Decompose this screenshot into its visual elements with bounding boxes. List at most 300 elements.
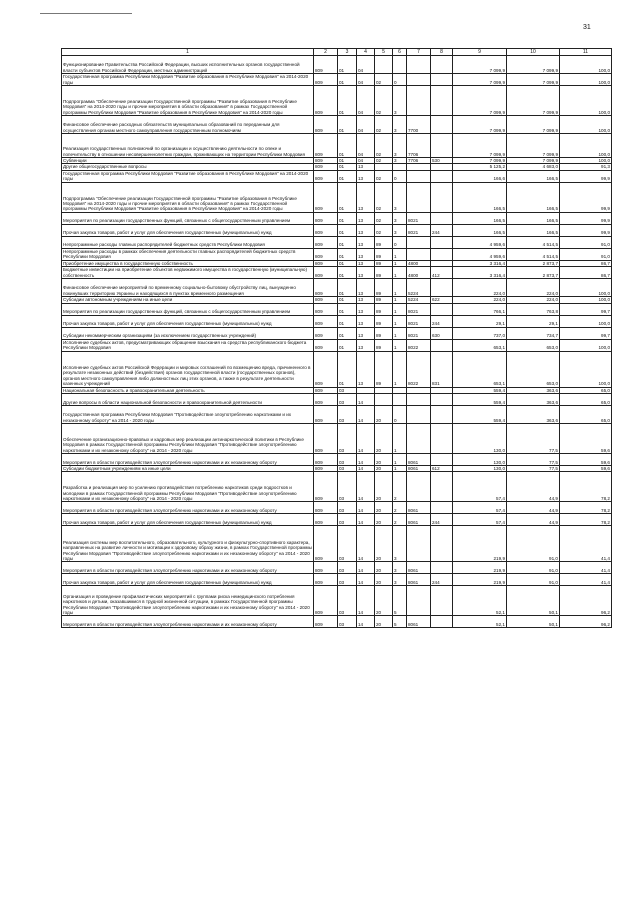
cell-percent: 100,0 <box>560 56 612 74</box>
row-description: Обеспечение организационно-правовых и кадровых мер реализации антинаркотической политики в Республике Мордовия в рамках Государственной программы Республики Мордовия "Противодействие злоупотреблению наркотиками и их незаконному обороту" на 2014 - 2020 годы <box>62 424 314 454</box>
row-description: Прочая закупка товаров, работ и услуг для обеспечения государственных (муниципальных) нужд <box>62 574 314 586</box>
cell-actual-amount: 2 873,7 <box>507 267 560 279</box>
cell-percent: 78,2 <box>560 514 612 526</box>
cell-percent: 59,6 <box>560 454 612 466</box>
cell-subsection-code: 13 <box>357 297 375 303</box>
column-header: 4 <box>357 49 375 56</box>
cell-ministry-code: 809 <box>314 466 338 472</box>
cell-subprogram-code: 3 <box>393 116 407 134</box>
cell-planned-amount: 224,0 <box>453 279 507 297</box>
row-description: Непрограммные расходы главных распорядителей бюджетных средств Республики Мордовия <box>62 236 314 248</box>
cell-percent: 100,0 <box>560 315 612 327</box>
cell-article-code: 8061 <box>407 562 431 574</box>
cell-subsection-code: 13 <box>357 248 375 260</box>
cell-actual-amount: 7 099,9 <box>507 56 560 74</box>
row-description: Исполнение судебных актов Российской Федерации и мировых соглашений по возмещению вреда, причиненного в результате незаконных действий (бездействия) органов государственной власти (государственных органов), органов местного самоуправления либо должностных лиц этих органов, а также в результате деятельности казенных учреждений <box>62 351 314 387</box>
row-description: Субсидии бюджетным учреждениям на иные цели <box>62 466 314 472</box>
table-body <box>62 56 612 628</box>
cell-section-code: 01 <box>338 182 357 212</box>
cell-actual-amount: 29,1 <box>507 315 560 327</box>
cell-planned-amount: 4 959,6 <box>453 236 507 248</box>
row-description: Исполнение судебных актов, предусматривающих обращение взыскания на средства республиканского бюджета Республики Мордовия <box>62 339 314 351</box>
cell-planned-amount: 3 316,4 <box>453 267 507 279</box>
cell-ministry-code: 809 <box>314 526 338 562</box>
cell-planned-amount: 7 099,9 <box>453 116 507 134</box>
table-row <box>62 574 612 586</box>
cell-subsection-code: 14 <box>357 514 375 526</box>
cell-percent: 65,0 <box>560 387 612 393</box>
cell-ministry-code: 809 <box>314 248 338 260</box>
cell-subprogram-code: 1 <box>393 303 407 315</box>
cell-expense-type <box>431 212 453 224</box>
cell-percent: 86,7 <box>560 267 612 279</box>
cell-planned-amount: 7 099,9 <box>453 158 507 164</box>
cell-subsection-code: 13 <box>357 351 375 387</box>
cell-program-code: 89 <box>375 327 393 339</box>
cell-actual-amount: 44,9 <box>507 472 560 502</box>
cell-actual-amount: 7 099,9 <box>507 134 560 158</box>
column-header: 3 <box>338 49 357 56</box>
cell-section-code: 03 <box>338 424 357 454</box>
cell-program-code: 89 <box>375 260 393 266</box>
cell-section-code: 01 <box>338 164 357 170</box>
cell-program-code: 02 <box>375 182 393 212</box>
cell-article-code: 7700 <box>407 116 431 134</box>
cell-expense-type <box>431 56 453 74</box>
table-row <box>62 562 612 574</box>
cell-percent: 99,9 <box>560 224 612 236</box>
cell-actual-amount: 77,5 <box>507 466 560 472</box>
cell-ministry-code: 809 <box>314 170 338 182</box>
cell-ministry-code: 809 <box>314 387 338 393</box>
cell-actual-amount: 653,0 <box>507 339 560 351</box>
cell-planned-amount: 166,6 <box>453 170 507 182</box>
row-description: Субсидии некоммерческим организациям (за исключением государственных учреждений) <box>62 327 314 339</box>
cell-subsection-code: 14 <box>357 562 375 574</box>
cell-ministry-code: 809 <box>314 236 338 248</box>
cell-subprogram-code: 3 <box>393 224 407 236</box>
row-description: Мероприятия в области противодействия злоупотреблению наркотиками и их незаконному обороту <box>62 454 314 466</box>
cell-subprogram-code: 5 <box>393 616 407 628</box>
cell-subprogram-code: 0 <box>393 74 407 86</box>
cell-subsection-code: 14 <box>357 394 375 406</box>
cell-actual-amount: 77,5 <box>507 454 560 466</box>
cell-subprogram-code: 0 <box>393 236 407 248</box>
cell-expense-type: 244 <box>431 224 453 236</box>
cell-section-code: 01 <box>338 158 357 164</box>
table-row <box>62 279 612 297</box>
cell-planned-amount: 130,0 <box>453 454 507 466</box>
cell-program-code: 89 <box>375 236 393 248</box>
row-description: Мероприятия в области противодействия злоупотреблению наркотиками и их незаконному обороту <box>62 616 314 628</box>
cell-ministry-code: 809 <box>314 182 338 212</box>
table-row <box>62 394 612 406</box>
cell-program-code: 20 <box>375 574 393 586</box>
cell-ministry-code: 809 <box>314 279 338 297</box>
cell-ministry-code: 809 <box>314 116 338 134</box>
cell-subprogram-code: 3 <box>393 562 407 574</box>
cell-expense-type: 622 <box>431 297 453 303</box>
row-description: Субсидии автономным учреждениям на иные цели <box>62 297 314 303</box>
cell-planned-amount: 4 959,6 <box>453 248 507 260</box>
cell-percent: 99,9 <box>560 170 612 182</box>
cell-percent: 100,0 <box>560 297 612 303</box>
cell-percent: 96,2 <box>560 586 612 616</box>
cell-section-code: 01 <box>338 86 357 116</box>
column-header: 7 <box>407 49 431 56</box>
cell-planned-amount: 224,0 <box>453 297 507 303</box>
cell-actual-amount: 91,0 <box>507 562 560 574</box>
cell-subprogram-code: 1 <box>393 424 407 454</box>
cell-percent: 41,4 <box>560 562 612 574</box>
cell-planned-amount: 219,9 <box>453 526 507 562</box>
cell-subprogram-code: 1 <box>393 279 407 297</box>
cell-section-code: 01 <box>338 339 357 351</box>
cell-ministry-code: 809 <box>314 74 338 86</box>
cell-expense-type <box>431 116 453 134</box>
cell-ministry-code: 809 <box>314 351 338 387</box>
cell-article-code: 8061 <box>407 466 431 472</box>
cell-program-code: 20 <box>375 502 393 514</box>
cell-actual-amount: 363,6 <box>507 406 560 424</box>
cell-article-code: 8021 <box>407 327 431 339</box>
cell-planned-amount: 7 099,9 <box>453 74 507 86</box>
cell-expense-type <box>431 424 453 454</box>
table-row <box>62 472 612 502</box>
cell-planned-amount: 219,9 <box>453 574 507 586</box>
cell-planned-amount: 130,0 <box>453 466 507 472</box>
cell-section-code: 01 <box>338 279 357 297</box>
cell-ministry-code: 809 <box>314 303 338 315</box>
cell-article-code <box>407 406 431 424</box>
cell-program-code: 20 <box>375 472 393 502</box>
cell-program-code: 02 <box>375 134 393 158</box>
table-row <box>62 116 612 134</box>
cell-program-code: 89 <box>375 279 393 297</box>
cell-actual-amount: 7 099,9 <box>507 86 560 116</box>
cell-subsection-code: 13 <box>357 339 375 351</box>
cell-actual-amount: 224,0 <box>507 297 560 303</box>
cell-subsection-code: 14 <box>357 466 375 472</box>
cell-article-code: 5224 <box>407 297 431 303</box>
table-row <box>62 303 612 315</box>
cell-subsection-code: 14 <box>357 502 375 514</box>
cell-article-code <box>407 248 431 260</box>
cell-ministry-code: 809 <box>314 514 338 526</box>
cell-expense-type <box>431 616 453 628</box>
cell-subprogram-code: 0 <box>393 170 407 182</box>
row-description: Реализация системы мер воспитательного, образовательного, культурного и физкультурно-спортивного характера, направленных на развитие личности и мотивации к здоровому образу жизни, в рамках Государственной программы Республики Мордовия "Противодействие злоупотреблению наркотиками и их незаконному обороту" на 2014 - 2020 годы <box>62 526 314 562</box>
table-row <box>62 406 612 424</box>
cell-article-code: 4800 <box>407 267 431 279</box>
table-row <box>62 86 612 116</box>
cell-article-code: 8021 <box>407 315 431 327</box>
cell-percent: 91,3 <box>560 164 612 170</box>
column-header: 2 <box>314 49 338 56</box>
cell-section-code: 01 <box>338 116 357 134</box>
cell-planned-amount: 559,4 <box>453 394 507 406</box>
cell-percent: 100,0 <box>560 116 612 134</box>
cell-article-code <box>407 56 431 74</box>
cell-subsection-code: 13 <box>357 315 375 327</box>
cell-percent: 96,2 <box>560 616 612 628</box>
cell-program-code: 20 <box>375 406 393 424</box>
cell-subsection-code: 13 <box>357 170 375 182</box>
cell-actual-amount: 7 099,9 <box>507 158 560 164</box>
top-divider <box>40 13 132 14</box>
page-number: 31 <box>583 24 591 31</box>
cell-ministry-code: 809 <box>314 297 338 303</box>
cell-ministry-code: 809 <box>314 224 338 236</box>
cell-ministry-code: 809 <box>314 454 338 466</box>
cell-subsection-code: 13 <box>357 164 375 170</box>
column-header: 10 <box>507 49 560 56</box>
cell-planned-amount: 7 099,9 <box>453 56 507 74</box>
cell-subprogram-code: 1 <box>393 351 407 387</box>
column-header: 5 <box>375 49 393 56</box>
cell-percent: 99,7 <box>560 303 612 315</box>
cell-percent: 99,9 <box>560 182 612 212</box>
cell-article-code: 7706 <box>407 158 431 164</box>
cell-program-code: 89 <box>375 315 393 327</box>
cell-section-code: 01 <box>338 56 357 74</box>
row-description: Мероприятия по реализации государственных функций, связанных с общегосударственным управлением <box>62 212 314 224</box>
cell-program-code: 20 <box>375 466 393 472</box>
cell-planned-amount: 3 316,4 <box>453 260 507 266</box>
cell-percent: 100,0 <box>560 74 612 86</box>
cell-planned-amount: 219,9 <box>453 562 507 574</box>
cell-article-code <box>407 472 431 502</box>
row-description: Разработка и реализация мер по усилению противодействия потреблению наркотиков среди подростков и молодежи в рамках Государственной программы Республики Мордовия "Противодействие злоупотреблению наркотиками и их незаконному обороту" на 2014 - 2020 годы <box>62 472 314 502</box>
cell-section-code: 03 <box>338 502 357 514</box>
cell-article-code: 7706 <box>407 134 431 158</box>
cell-expense-type <box>431 86 453 116</box>
row-description: Организация и проведение профилактических мероприятий с группами риска немедицинского потребления наркотиков и детьми, оказавшимися в трудной жизненной ситуации, в рамках Государственной программы Республики Мордовия "Противодействие злоупотреблению наркотиками и их незаконному обороту" на 2014 - 2020 годы <box>62 586 314 616</box>
cell-article-code: 8061 <box>407 502 431 514</box>
cell-subsection-code: 13 <box>357 236 375 248</box>
cell-subprogram-code: 1 <box>393 297 407 303</box>
cell-actual-amount: 653,0 <box>507 351 560 387</box>
budget-table <box>61 48 612 628</box>
cell-ministry-code: 809 <box>314 339 338 351</box>
cell-subsection-code: 14 <box>357 454 375 466</box>
cell-ministry-code: 809 <box>314 86 338 116</box>
cell-program-code: 89 <box>375 303 393 315</box>
cell-subsection-code: 14 <box>357 586 375 616</box>
table-row <box>62 526 612 562</box>
cell-subsection-code: 13 <box>357 327 375 339</box>
cell-expense-type: 612 <box>431 466 453 472</box>
cell-article-code: 8021 <box>407 303 431 315</box>
row-description: Прочая закупка товаров, работ и услуг для обеспечения государственных (муниципальных) нужд <box>62 224 314 236</box>
cell-program-code: 20 <box>375 616 393 628</box>
cell-actual-amount: 91,0 <box>507 526 560 562</box>
cell-article-code: 8021 <box>407 212 431 224</box>
table-row <box>62 56 612 74</box>
cell-section-code: 01 <box>338 297 357 303</box>
cell-section-code: 01 <box>338 212 357 224</box>
cell-section-code: 01 <box>338 315 357 327</box>
cell-expense-type <box>431 526 453 562</box>
cell-program-code: 20 <box>375 586 393 616</box>
cell-percent: 41,4 <box>560 526 612 562</box>
cell-planned-amount: 52,1 <box>453 616 507 628</box>
table-row <box>62 236 612 248</box>
cell-expense-type <box>431 502 453 514</box>
cell-expense-type <box>431 236 453 248</box>
cell-subsection-code: 04 <box>357 116 375 134</box>
cell-ministry-code: 809 <box>314 502 338 514</box>
cell-planned-amount: 166,5 <box>453 212 507 224</box>
cell-actual-amount: 50,1 <box>507 616 560 628</box>
cell-section-code: 01 <box>338 224 357 236</box>
cell-actual-amount: 2 873,7 <box>507 260 560 266</box>
cell-actual-amount: 363,6 <box>507 394 560 406</box>
cell-article-code <box>407 74 431 86</box>
cell-subsection-code: 13 <box>357 212 375 224</box>
cell-planned-amount: 57,4 <box>453 502 507 514</box>
cell-planned-amount: 653,1 <box>453 339 507 351</box>
cell-actual-amount: 734,7 <box>507 327 560 339</box>
cell-actual-amount: 44,9 <box>507 502 560 514</box>
cell-planned-amount: 166,5 <box>453 224 507 236</box>
cell-ministry-code: 809 <box>314 164 338 170</box>
cell-subsection-code: 04 <box>357 158 375 164</box>
cell-section-code: 01 <box>338 134 357 158</box>
table-row <box>62 514 612 526</box>
cell-program-code: 20 <box>375 454 393 466</box>
cell-subsection-code: 14 <box>357 526 375 562</box>
cell-program-code: 02 <box>375 224 393 236</box>
row-description: Финансовое обеспечение расходных обязательств муниципальных образований по переданным для осуществления органам местного самоуправления государственным полномочиям <box>62 116 314 134</box>
table-row <box>62 315 612 327</box>
cell-program-code: 89 <box>375 248 393 260</box>
cell-subprogram-code: 5 <box>393 586 407 616</box>
row-description: Функционирование Правительства Российской Федерации, высших исполнительных органов государственной власти субъектов Российской Федерации, местных администраций <box>62 56 314 74</box>
column-header: 6 <box>393 49 407 56</box>
cell-ministry-code: 809 <box>314 586 338 616</box>
table-row <box>62 267 612 279</box>
cell-ministry-code: 809 <box>314 56 338 74</box>
cell-planned-amount: 559,4 <box>453 387 507 393</box>
cell-percent: 99,9 <box>560 212 612 224</box>
column-header: 11 <box>560 49 612 56</box>
cell-actual-amount: 77,5 <box>507 424 560 454</box>
cell-section-code: 03 <box>338 394 357 406</box>
cell-article-code <box>407 170 431 182</box>
cell-subsection-code: 04 <box>357 86 375 116</box>
cell-expense-type <box>431 472 453 502</box>
cell-article-code: 8022 <box>407 339 431 351</box>
cell-section-code: 03 <box>338 526 357 562</box>
cell-expense-type <box>431 394 453 406</box>
cell-actual-amount: 166,5 <box>507 212 560 224</box>
cell-article-code: 8061 <box>407 574 431 586</box>
cell-ministry-code: 809 <box>314 394 338 406</box>
row-description: Финансовое обеспечение мероприятий по временному социально-бытовому обустройству лиц, вынужденно покинувших территорию Украины и находящихся в пунктах временного размещения <box>62 279 314 297</box>
cell-ministry-code: 809 <box>314 616 338 628</box>
cell-article-code <box>407 586 431 616</box>
cell-planned-amount: 57,4 <box>453 514 507 526</box>
cell-expense-type: 244 <box>431 315 453 327</box>
cell-article-code: 8061 <box>407 514 431 526</box>
cell-percent: 100,0 <box>560 86 612 116</box>
cell-subprogram-code: 3 <box>393 574 407 586</box>
table-row <box>62 586 612 616</box>
table-row <box>62 454 612 466</box>
cell-program-code: 02 <box>375 212 393 224</box>
cell-planned-amount: 130,0 <box>453 424 507 454</box>
cell-planned-amount: 52,1 <box>453 586 507 616</box>
cell-subprogram-code: 1 <box>393 339 407 351</box>
row-description: Субвенции <box>62 158 314 164</box>
row-description: Мероприятия в области противодействия злоупотреблению наркотиками и их незаконному обороту <box>62 502 314 514</box>
cell-ministry-code: 809 <box>314 562 338 574</box>
cell-subprogram-code: 0 <box>393 406 407 424</box>
cell-subprogram-code: 3 <box>393 134 407 158</box>
table-row <box>62 424 612 454</box>
cell-article-code <box>407 182 431 212</box>
cell-program-code: 02 <box>375 158 393 164</box>
cell-subprogram-code: 1 <box>393 267 407 279</box>
cell-section-code: 01 <box>338 351 357 387</box>
cell-planned-amount: 559,4 <box>453 406 507 424</box>
cell-subsection-code: 14 <box>357 424 375 454</box>
cell-section-code: 01 <box>338 303 357 315</box>
cell-subsection-code: 13 <box>357 224 375 236</box>
cell-subprogram-code <box>393 56 407 74</box>
row-description: Приобретение имущества в государственную собственность <box>62 260 314 266</box>
cell-subprogram-code: 3 <box>393 158 407 164</box>
cell-ministry-code: 809 <box>314 315 338 327</box>
cell-expense-type <box>431 454 453 466</box>
cell-percent: 91,0 <box>560 248 612 260</box>
cell-expense-type <box>431 182 453 212</box>
cell-subprogram-code: 1 <box>393 454 407 466</box>
cell-subsection-code: 14 <box>357 616 375 628</box>
cell-section-code: 03 <box>338 454 357 466</box>
row-description: Мероприятия по реализации государственных функций, связанных с общегосударственным управлением <box>62 303 314 315</box>
cell-percent: 65,0 <box>560 406 612 424</box>
cell-subprogram-code: 2 <box>393 502 407 514</box>
cell-subsection-code: 13 <box>357 260 375 266</box>
cell-section-code: 03 <box>338 574 357 586</box>
cell-percent: 100,0 <box>560 351 612 387</box>
row-description: Подпрограмма "Обеспечение реализации Государственной программы "Развитие образования в Республике Мордовия" на 2014-2020 годы и прочие мероприятия в области образования" в рамках Государственной программы Республики Мордовия "Развитие образования в Республике Мордовия" на 2014-2020 годы <box>62 182 314 212</box>
cell-subsection-code: 04 <box>357 74 375 86</box>
cell-planned-amount: 57,4 <box>453 472 507 502</box>
cell-program-code: 20 <box>375 424 393 454</box>
cell-subprogram-code: 3 <box>393 86 407 116</box>
cell-article-code <box>407 526 431 562</box>
cell-actual-amount: 7 099,9 <box>507 116 560 134</box>
cell-subsection-code: 14 <box>357 574 375 586</box>
cell-article-code <box>407 86 431 116</box>
cell-subprogram-code: 1 <box>393 260 407 266</box>
table-row <box>62 339 612 351</box>
cell-ministry-code: 809 <box>314 158 338 164</box>
cell-program-code: 02 <box>375 170 393 182</box>
cell-actual-amount: 4 514,5 <box>507 248 560 260</box>
row-description: Прочая закупка товаров, работ и услуг для обеспечения государственных (муниципальных) нужд <box>62 514 314 526</box>
cell-percent: 100,0 <box>560 339 612 351</box>
cell-program-code: 02 <box>375 74 393 86</box>
cell-percent: 78,2 <box>560 472 612 502</box>
row-description: Государственная программа Республики Мордовия "Развитие образования в Республике Мордовия" на 2014-2020 годы <box>62 170 314 182</box>
cell-actual-amount: 363,6 <box>507 387 560 393</box>
row-description: Национальная безопасность и правоохранительная деятельность <box>62 387 314 393</box>
cell-article-code: 8021 <box>407 224 431 236</box>
